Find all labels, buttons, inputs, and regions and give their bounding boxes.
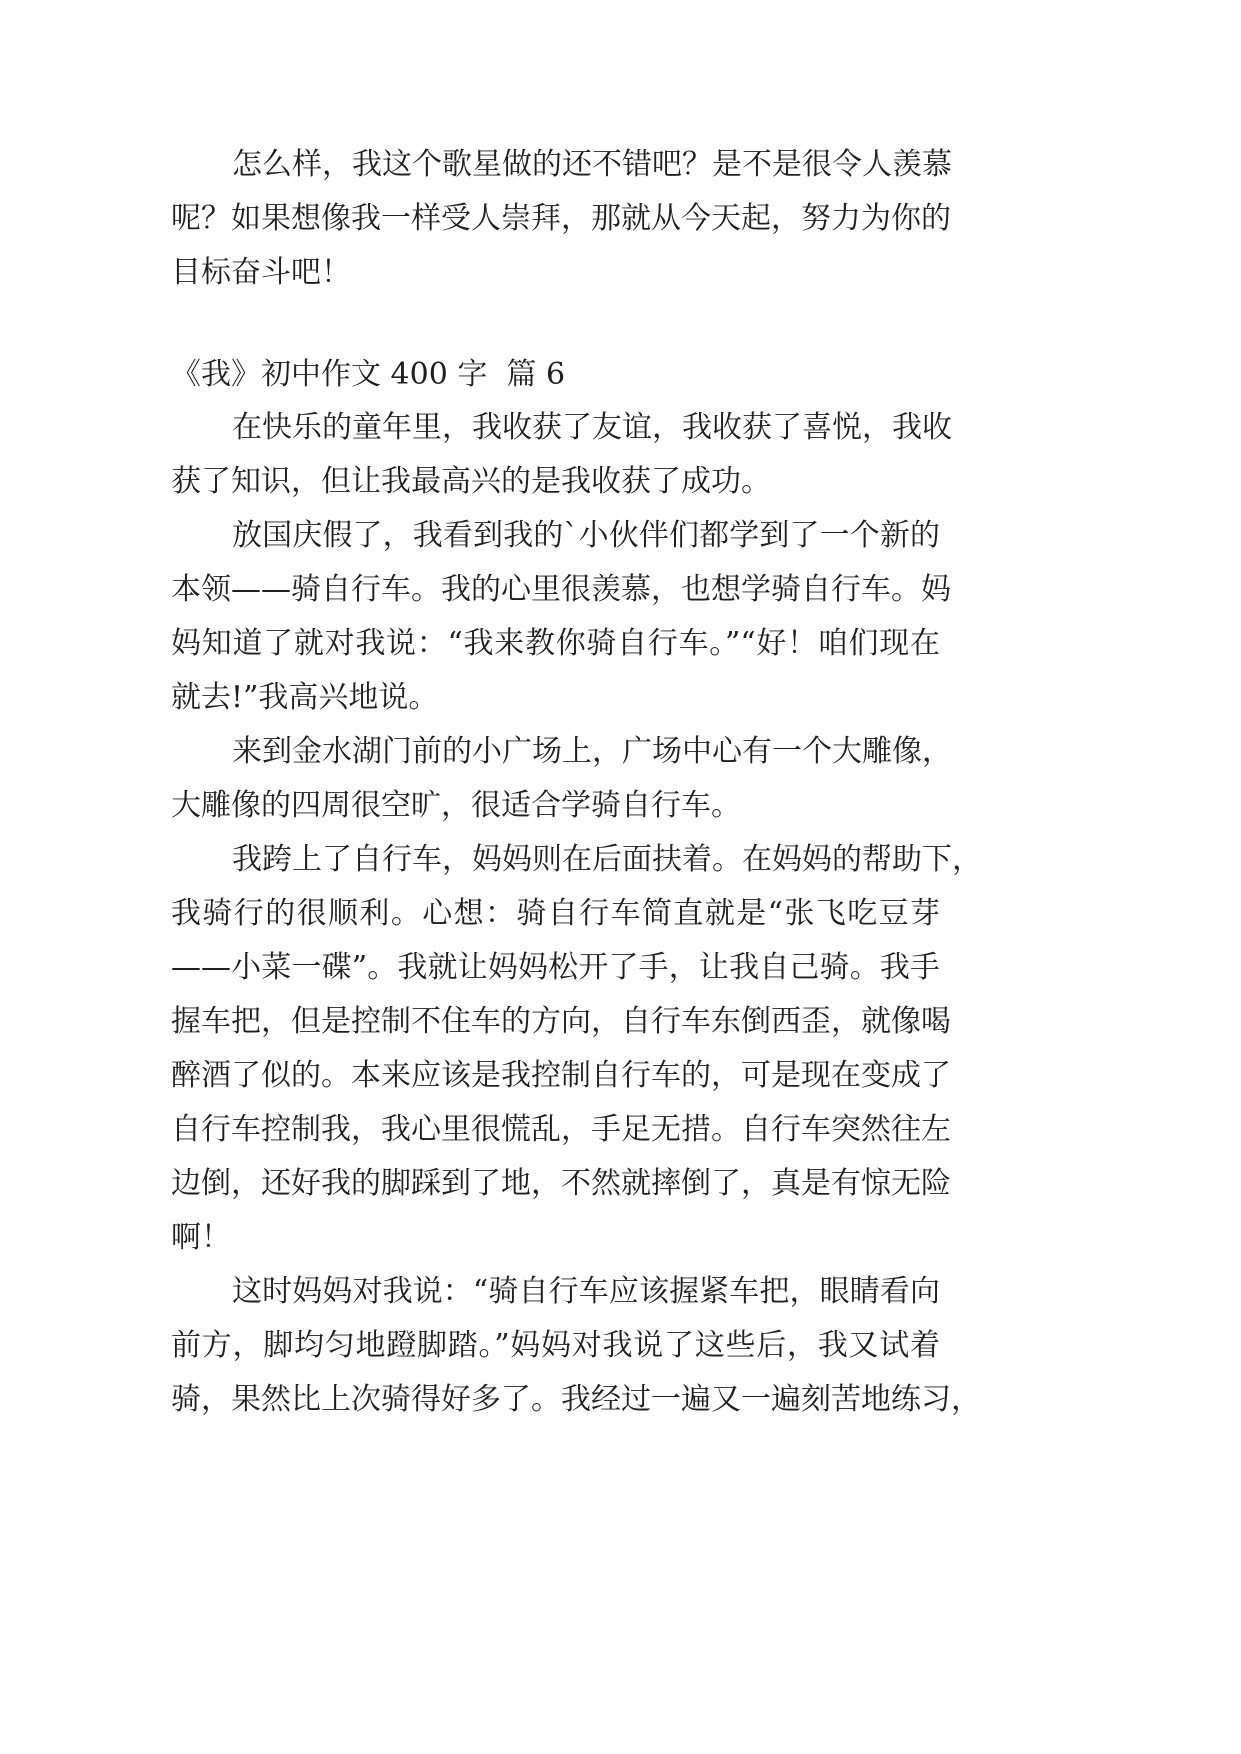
text-line: 放国庆假了，我看到我的`小伙伴们都学到了一个新的 — [232, 518, 940, 553]
text-line: 我骑行的很顺利。心想：骑自行车简直就是“张飞吃豆芽 — [171, 896, 940, 931]
text-line: 醉酒了似的。本来应该是我控制自行车的，可是现在变成了 — [171, 1058, 951, 1093]
text-line: 来到金水湖门前的小广场上，广场中心有一个大雕像， — [232, 734, 952, 769]
text-line: 自行车控制我，我心里很慌乱，手足无措。自行车突然往左 — [171, 1112, 951, 1147]
text-line: 妈知道了就对我说：“我来教你骑自行车。”“好！咱们现在 — [171, 626, 940, 661]
text-line: 就去!”我高兴地说。 — [171, 680, 439, 715]
text-line: 呢？如果想像我一样受人崇拜，那就从今天起，努力为你的 — [171, 201, 951, 236]
section-heading: 《我》初中作文 400 字 篇 6 — [171, 357, 566, 392]
text-line: 本领——骑自行车。我的心里很羡慕，也想学骑自行车。妈 — [171, 572, 951, 607]
text-line: 前方，脚均匀地蹬脚踏。”妈妈对我说了这些后，我又试着 — [171, 1328, 940, 1363]
text-line: 我跨上了自行车，妈妈则在后面扶着。在妈妈的帮助下， — [232, 842, 982, 877]
text-line: 获了知识，但让我最高兴的是我收获了成功。 — [171, 464, 771, 499]
text-line: ——小菜一碟”。我就让妈妈松开了手，让我自己骑。我手 — [171, 950, 940, 985]
text-line: 握车把，但是控制不住车的方向，自行车东倒西歪，就像喝 — [171, 1004, 951, 1039]
text-line: 怎么样，我这个歌星做的还不错吧？是不是很令人羡慕 — [232, 147, 952, 182]
text-line: 骑，果然比上次骑得好多了。我经过一遍又一遍刻苦地练习， — [171, 1382, 981, 1417]
text-line: 在快乐的童年里，我收获了友谊，我收获了喜悦，我收 — [232, 410, 952, 445]
text-line: 大雕像的四周很空旷，很适合学骑自行车。 — [171, 788, 741, 823]
text-line: 边倒，还好我的脚踩到了地，不然就摔倒了，真是有惊无险 — [171, 1166, 951, 1201]
text-line: 这时妈妈对我说：“骑自行车应该握紧车把，眼睛看向 — [232, 1274, 940, 1309]
text-line: 啊！ — [171, 1220, 231, 1255]
text-line: 目标奋斗吧！ — [171, 255, 351, 290]
